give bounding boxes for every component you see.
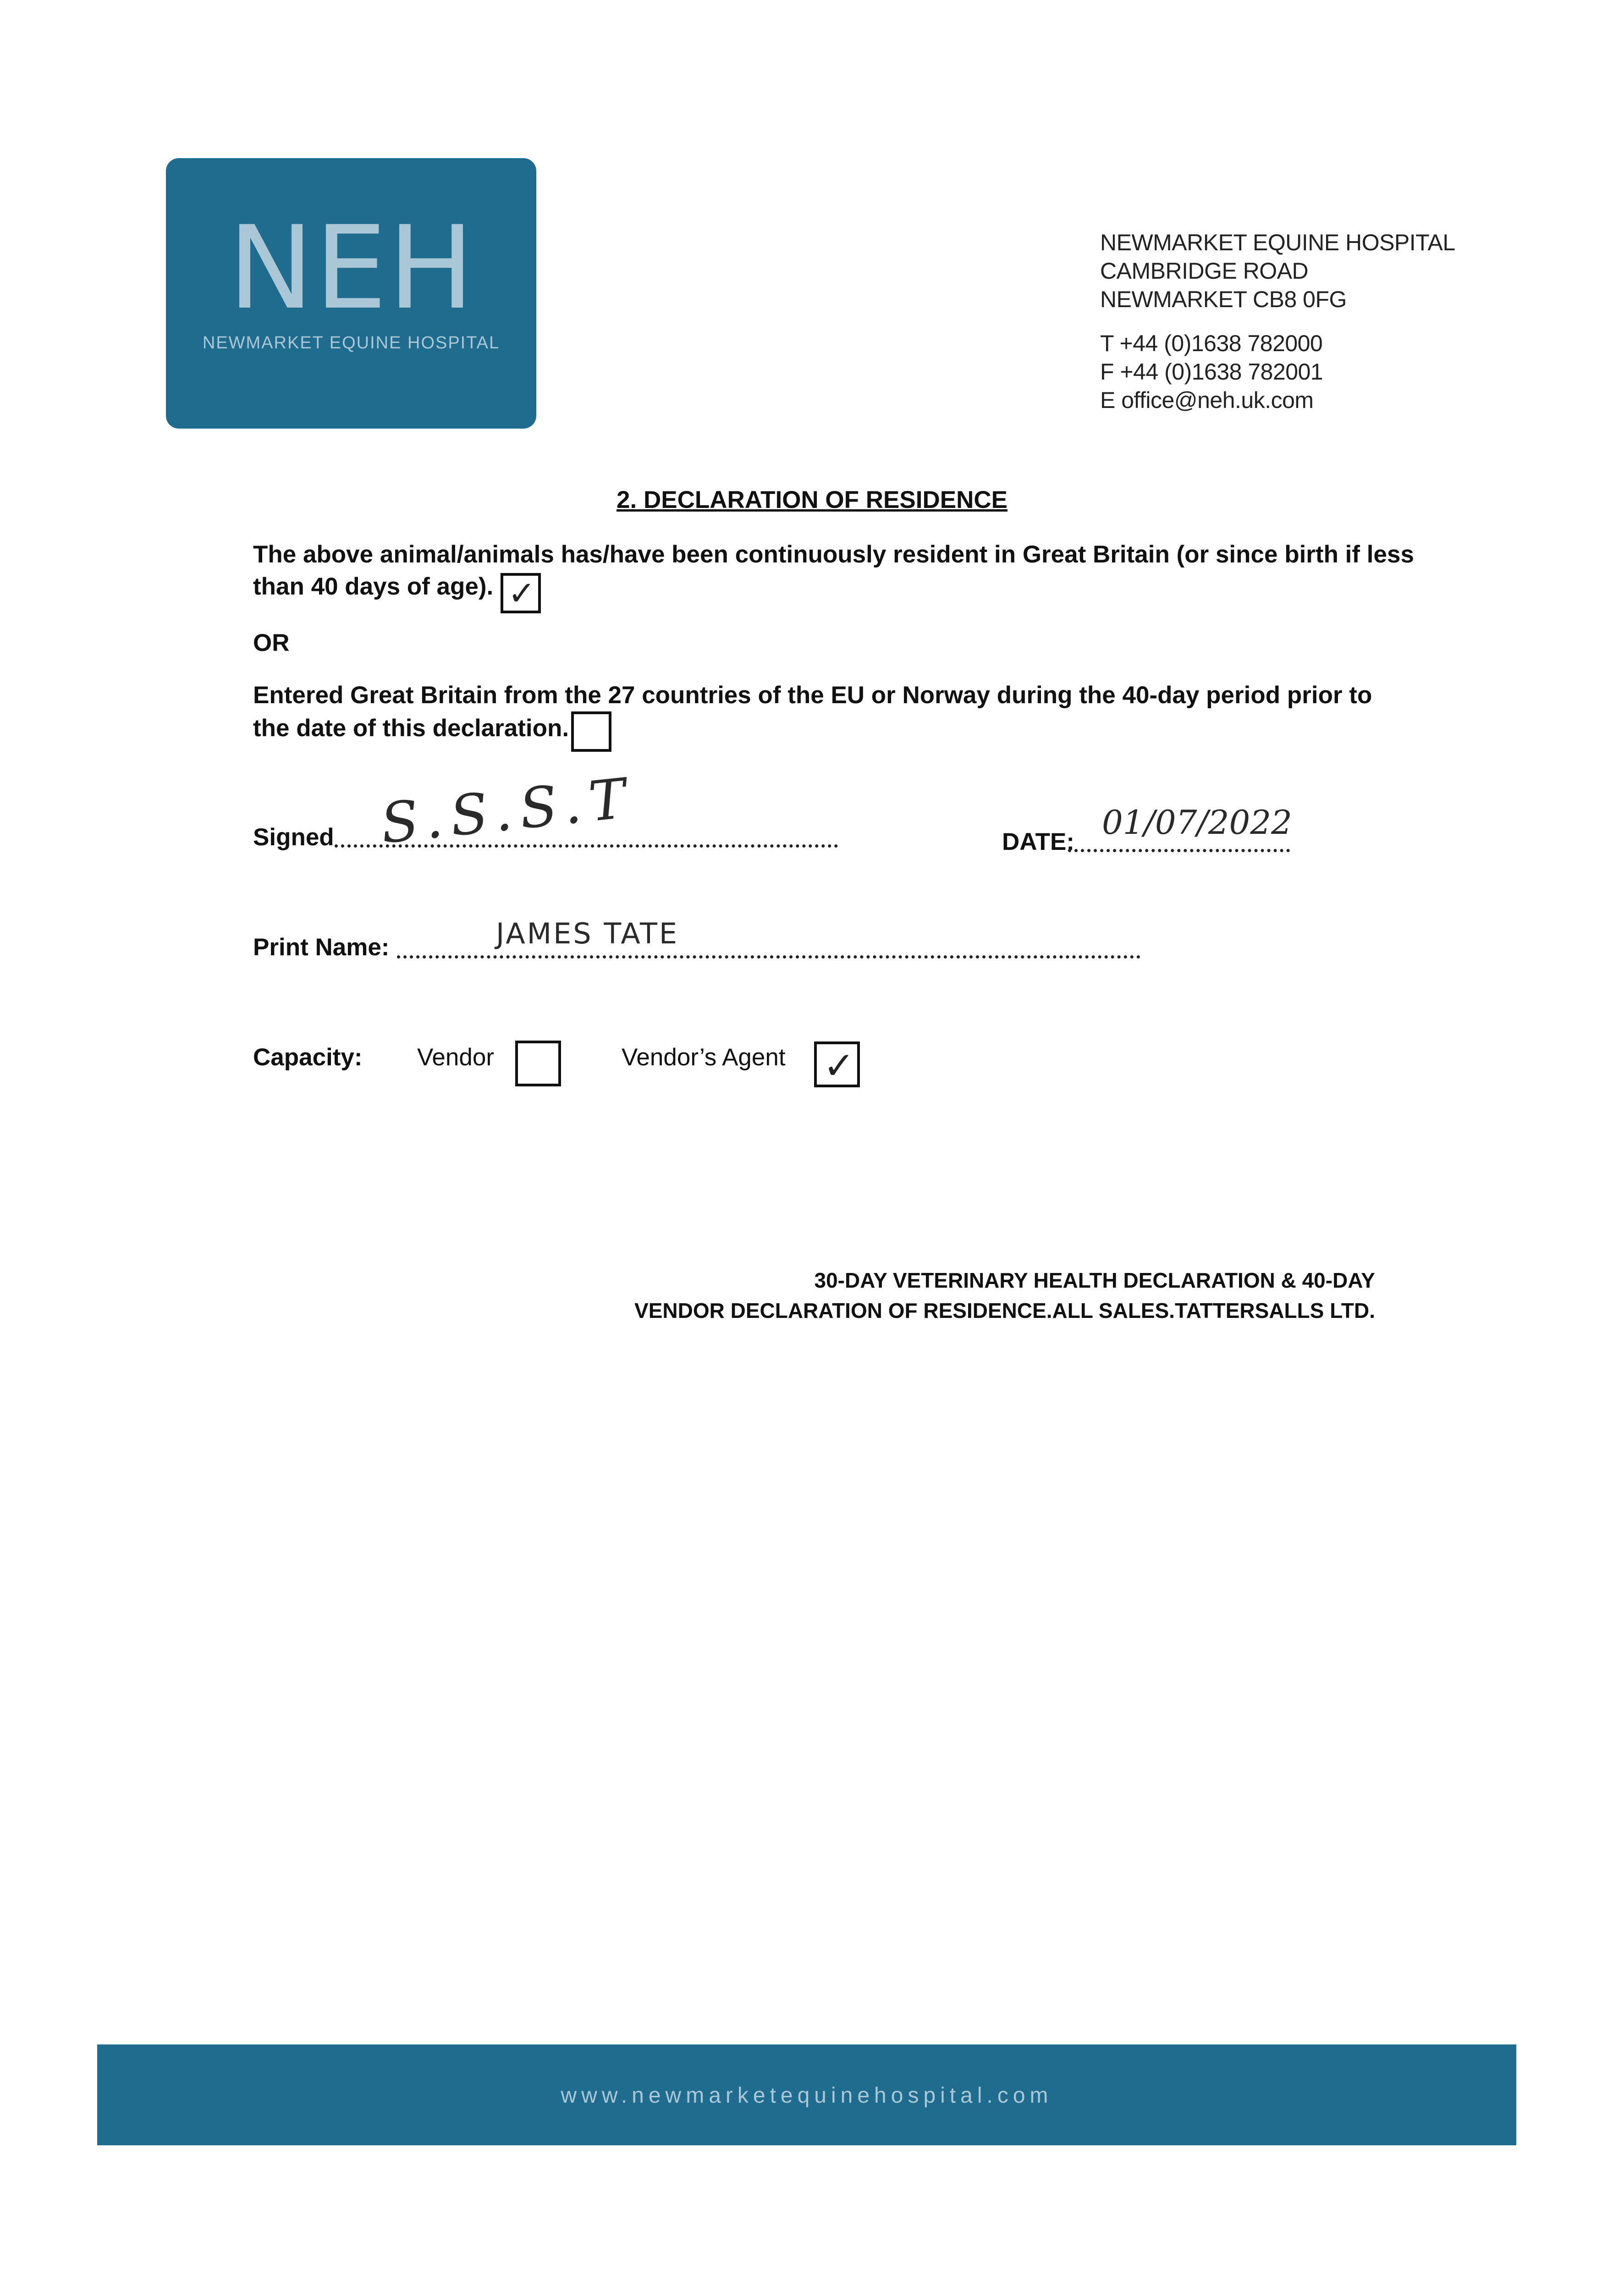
form-reference-line2: VENDOR DECLARATION OF RESIDENCE.ALL SALES.TATTERSALLS LTD. — [634, 1299, 1375, 1322]
logo-subtitle: NEWMARKET EQUINE HOSPITAL — [202, 333, 500, 353]
option2-text-line1: Entered Great Britain from the 27 countries of the EU or Norway during the 40-day period prior to — [253, 682, 1372, 709]
address-line-2: CAMBRIDGE ROAD — [1100, 258, 1309, 284]
print-name-label: Print Name: — [253, 934, 390, 961]
form-reference-line1: 30-DAY VETERINARY HEALTH DECLARATION & 40-DAY — [814, 1268, 1375, 1292]
option2-text-line2: the date of this declaration. — [253, 715, 569, 742]
check-mark-icon: ✓ — [508, 574, 536, 612]
declaration-title: 2. DECLARATION OF RESIDENCE — [617, 486, 1007, 513]
logo-mark: NEH — [228, 201, 475, 335]
neh-logo — [166, 158, 536, 429]
or-label: OR — [253, 629, 290, 656]
website-url: www.newmarketequinehospital.com — [561, 2083, 1053, 2108]
signature-handwriting: S.S.S.T — [378, 766, 638, 856]
vendor-checkbox[interactable] — [515, 1041, 561, 1086]
resident-checkbox[interactable] — [501, 573, 541, 613]
date-handwriting: 01/07/2022 — [1102, 803, 1292, 842]
entered-eu-checkbox[interactable] — [571, 711, 611, 752]
option1-text-line2: than 40 days of age). — [253, 573, 494, 600]
print-name-handwriting: JAMES TATE — [496, 917, 679, 950]
date-label: DATE: — [1002, 828, 1074, 855]
option1-text-line1: The above animal/animals has/have been continuously resident in Great Britain (or since birth if less — [253, 541, 1414, 568]
print-name-line — [397, 955, 1140, 959]
fax: F +44 (0)1638 782001 — [1100, 359, 1323, 385]
footer-bar — [97, 2044, 1516, 2145]
check-mark-icon: ✓ — [823, 1044, 855, 1088]
capacity-label: Capacity: — [253, 1044, 363, 1071]
signed-label: Signed — [253, 824, 334, 851]
vendor-label: Vendor — [417, 1044, 494, 1071]
vendors-agent-checkbox[interactable] — [814, 1041, 860, 1087]
form-reference-note — [550, 1265, 1375, 1326]
email: E office@neh.uk.com — [1100, 387, 1314, 413]
vendors-agent-label: Vendor’s Agent — [622, 1044, 786, 1071]
telephone: T +44 (0)1638 782000 — [1100, 331, 1323, 356]
date-line — [1068, 849, 1290, 852]
address-line-3: NEWMARKET CB8 0FG — [1100, 286, 1347, 312]
address-line-1: NEWMARKET EQUINE HOSPITAL — [1100, 230, 1455, 255]
